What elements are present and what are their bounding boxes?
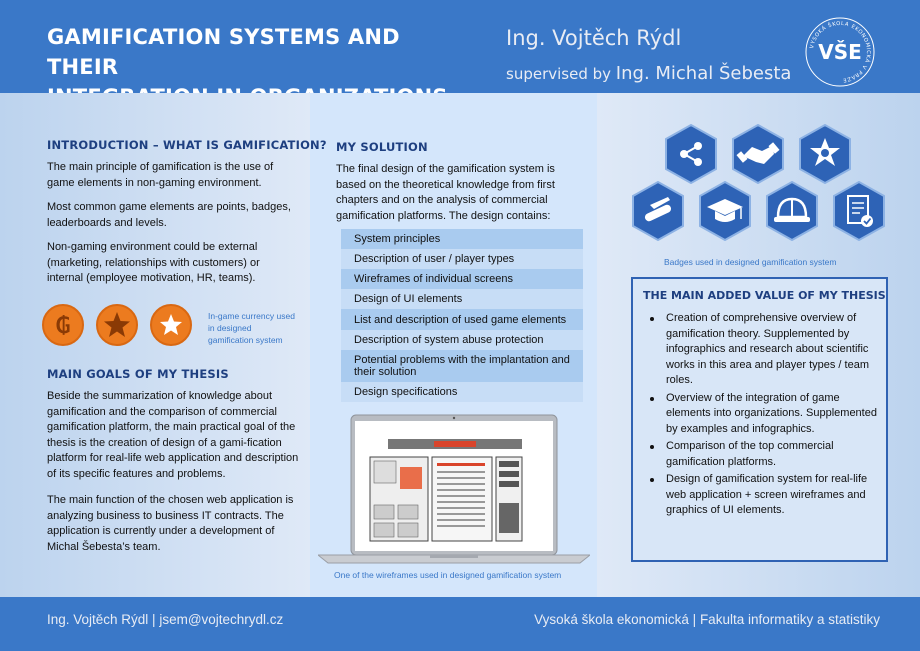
goals-paragraph-2: The main function of the chosen web application is analyzing business to business IT contracts. The application is currently under a development of Michal Šebesta’s team. [47,494,294,553]
intro-heading: INTRODUCTION – WHAT IS GAMIFICATION? [47,138,327,152]
footer-contact: Ing. Vojtěch Rýdl | jsem@vojtechrydl.cz [47,612,284,627]
intro-paragraph-1: The main principle of gamification is the use of game elements in non-gaming environment. [47,161,274,189]
intro-paragraph-3: Non-gaming environment could be external (marketing, relationships with customers) or internal (employee motivation, HR, teams). [47,241,260,284]
document-check-icon [829,181,889,241]
laptop-caption: One of the wireframes used in designed gamification system [334,570,562,580]
laptop-wireframe-image [318,413,590,565]
coin-caption: In-game currency used in designed gamification system [208,311,295,345]
poster-footer [0,597,920,651]
supervisor-line [506,63,791,84]
graduation-cap-icon [695,181,755,241]
vse-logo [804,16,876,88]
star-icon [96,304,138,346]
poster-header [0,0,920,93]
goals-heading: MAIN GOALS OF MY THESIS [47,367,229,381]
list-item: Creation of comprehensive overview of gamification theory. Supplemented by infographics and research about scientific works in this area and player types / team roles. [666,311,878,389]
hard-hat-icon [762,181,822,241]
list-item: Design of UI elements [341,289,583,309]
list-item: Description of user / player types [341,249,583,269]
svg-text:₲: ₲ [55,314,71,339]
handshake-icon [728,124,788,184]
added-value-heading: THE MAIN ADDED VALUE OF MY THESIS [643,289,886,302]
author-name: Ing. Vojtěch Rýdl [506,26,682,50]
intro-paragraph-2: Most common game elements are points, badges, leaderboards and levels. [47,201,291,229]
share-icon [661,124,721,184]
logo-ring-text: VYSOKÁ ŠKOLA EKONOMICKÁ V PRAZE [809,20,872,83]
sheriff-star-icon [795,124,855,184]
footer-institution: Vysoká škola ekonomická | Fakulta informatiky a statistiky [534,612,880,627]
supervised-prefix: supervised by [506,65,612,83]
logo-text: VŠE [818,40,862,64]
added-value-list [666,311,878,521]
goals-paragraph-1: Beside the summarization of knowledge about gamification and the comparison of commercial gamification platform, the main practical goal of the thesis is the creation of design of a gami-fication platform for real-life web application and description of its specific features and problems. [47,390,299,480]
added-value-box [631,277,888,562]
list-item: Design specifications [341,382,583,402]
list-item: Overview of the integration of game elements into organizations. Supplemented by examples and infographics. [666,391,878,438]
solution-heading: MY SOLUTION [336,140,428,154]
list-item: Potential problems with the implantation and their solution [341,350,583,382]
list-item: System principles [341,229,583,249]
list-item: Description of system abuse protection [341,330,583,350]
badges-caption: Badges used in designed gamification system [664,257,837,267]
solution-intro: The final design of the gamification system is based on the theoretical knowledge from first chapters and on the analysis of commercial gamification platforms. The design contains: [336,163,555,222]
swiss-knife-icon [628,181,688,241]
star-outline-icon [150,304,192,346]
supervisor-name: Ing. Michal Šebesta [615,63,792,84]
list-item: Wireframes of individual screens [341,269,583,289]
list-item: Design of gamification system for real-life web application + screen wireframes and graphics of UI elements. [666,472,878,519]
list-item: Comparison of the top commercial gamification platforms. [666,439,878,470]
solution-list [341,229,583,402]
list-item: List and description of used game elements [341,309,583,330]
title-line-1: GAMIFICATION SYSTEMS AND THEIR [47,25,400,79]
currency-icon [42,304,84,346]
